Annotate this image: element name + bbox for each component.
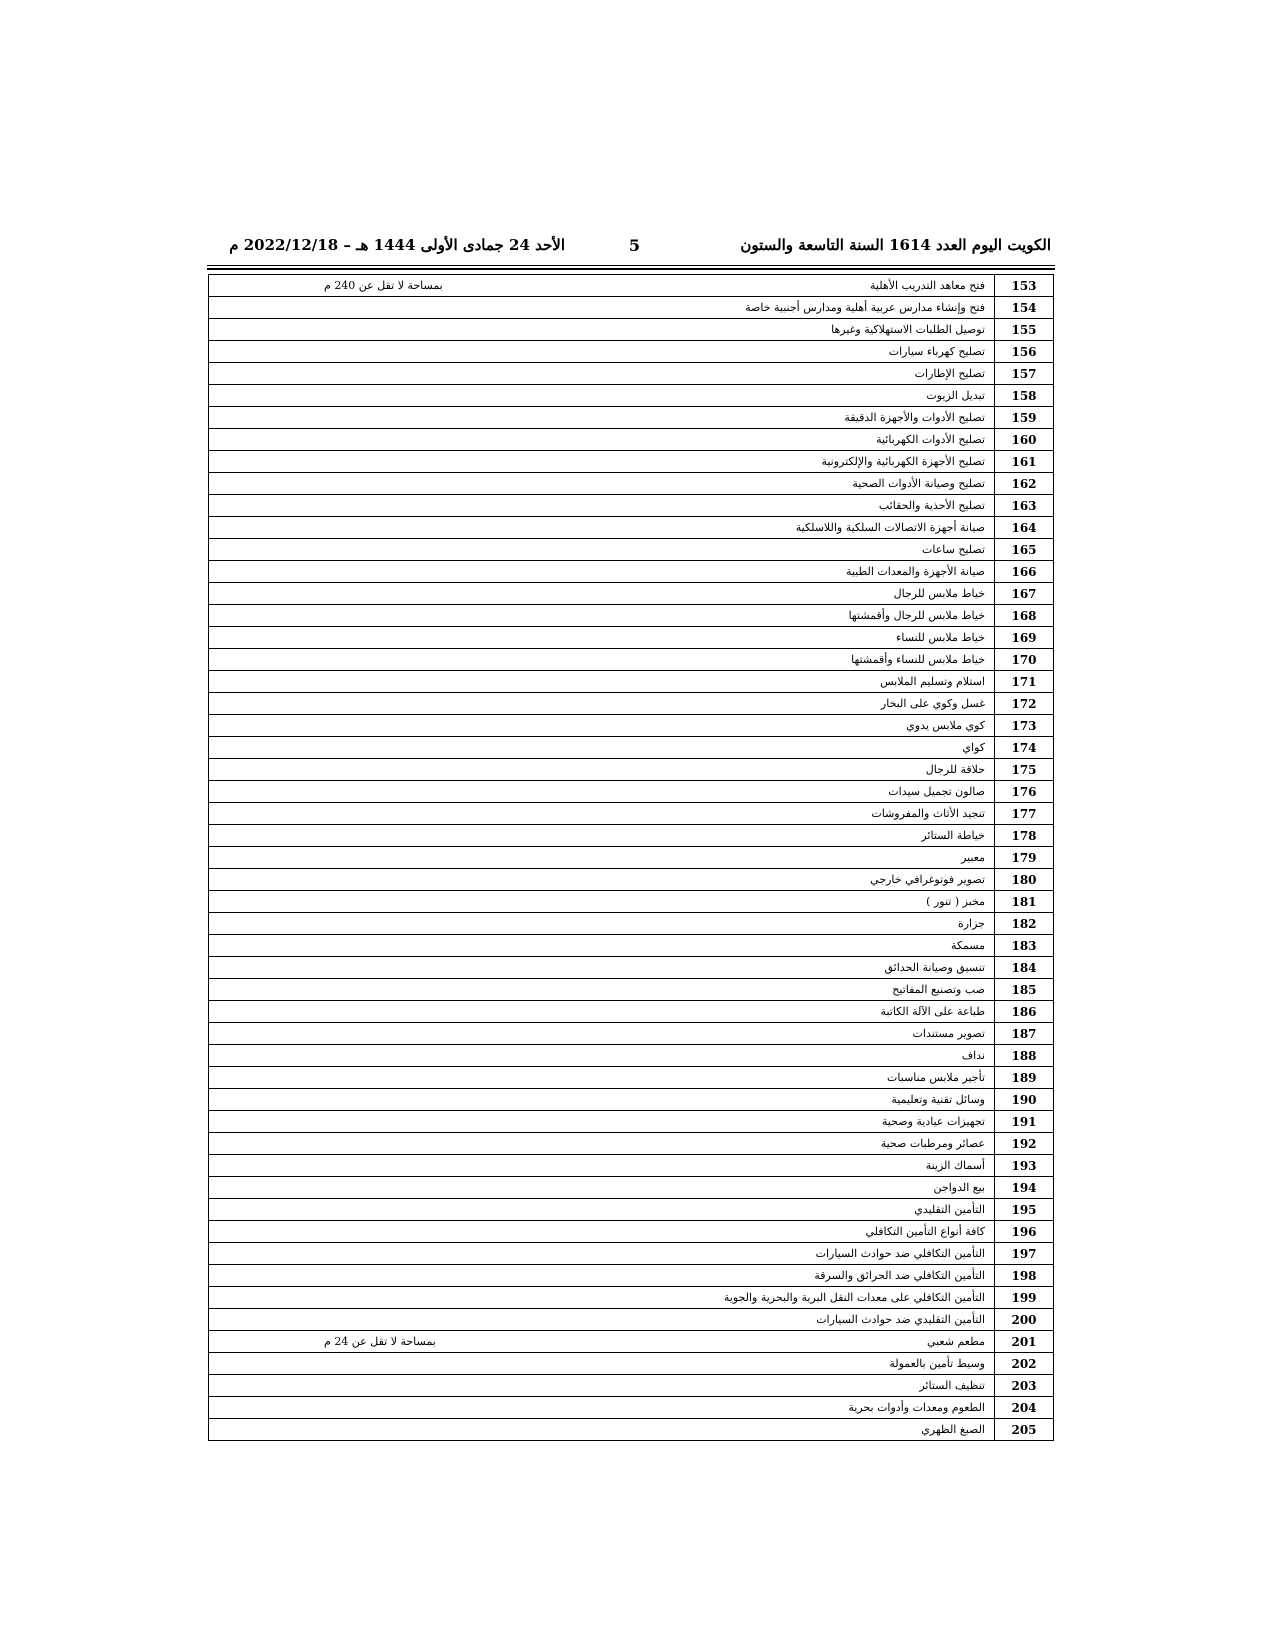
row-number: 176	[995, 781, 1054, 803]
table-row	[209, 1133, 1054, 1155]
table-row	[209, 429, 1054, 451]
table-row	[209, 1199, 1054, 1221]
activity-cell	[209, 605, 995, 627]
activity-cell	[209, 869, 995, 891]
activity-name: غسل وكوي على البخار	[880, 697, 985, 710]
activity-name: كواي	[962, 741, 985, 754]
activity-name: تنجيد الأثاث والمفروشات	[871, 807, 985, 820]
activity-cell	[209, 1221, 995, 1243]
activity-name: خياط ملابس للنساء وأقمشتها	[851, 653, 985, 666]
page-header	[207, 236, 1055, 262]
row-number: 159	[995, 407, 1054, 429]
table-row	[209, 1419, 1054, 1441]
header-rule-thick	[207, 268, 1055, 270]
activity-cell	[209, 693, 995, 715]
row-number: 187	[995, 1023, 1054, 1045]
activity-name: تبديل الزيوت	[926, 389, 985, 402]
table-row	[209, 649, 1054, 671]
activity-cell	[209, 737, 995, 759]
activity-name: عصائر ومرطبات صحية	[880, 1137, 985, 1150]
activity-name: أسماك الزينة	[925, 1159, 985, 1172]
row-number: 175	[995, 759, 1054, 781]
row-number: 170	[995, 649, 1054, 671]
row-number: 179	[995, 847, 1054, 869]
activity-cell	[209, 1067, 995, 1089]
row-number: 177	[995, 803, 1054, 825]
activity-cell	[209, 803, 995, 825]
table-row	[209, 1265, 1054, 1287]
activity-cell	[209, 1111, 995, 1133]
table-row	[209, 1353, 1054, 1375]
activity-name: خياط ملابس للرجال	[893, 587, 985, 600]
table-row	[209, 979, 1054, 1001]
activity-cell	[209, 1331, 995, 1353]
row-number: 189	[995, 1067, 1054, 1089]
activity-name: التأمين التقليدي ضد حوادث السيارات	[816, 1313, 985, 1326]
table-row	[209, 1045, 1054, 1067]
activities-table-body	[209, 275, 1054, 1441]
row-number: 195	[995, 1199, 1054, 1221]
page-number: 5	[628, 236, 640, 255]
table-row	[209, 385, 1054, 407]
row-number: 190	[995, 1089, 1054, 1111]
row-number: 173	[995, 715, 1054, 737]
activity-name: التأمين التكافلي ضد الحرائق والسرقة	[814, 1269, 985, 1282]
table-row	[209, 1331, 1054, 1353]
activity-cell	[209, 627, 995, 649]
activity-cell	[209, 473, 995, 495]
activity-cell	[209, 957, 995, 979]
table-row	[209, 605, 1054, 627]
table-row	[209, 1221, 1054, 1243]
issue-date: الأحد 24 جمادى الأولى 1444 هـ – 2022/12/18 م	[229, 236, 565, 254]
activity-cell	[209, 561, 995, 583]
activity-cell	[209, 1045, 995, 1067]
activity-name: الصبغ الظهري	[921, 1423, 985, 1436]
activity-name: استلام وتسليم الملابس	[880, 675, 985, 688]
activity-name: وسائل تقنية وتعليمية	[891, 1093, 985, 1106]
activity-name: نداف	[961, 1049, 985, 1062]
activity-cell	[209, 781, 995, 803]
row-number: 203	[995, 1375, 1054, 1397]
row-number: 169	[995, 627, 1054, 649]
row-number: 194	[995, 1177, 1054, 1199]
activity-cell	[209, 1199, 995, 1221]
activity-name: مخبز ( تنور )	[926, 895, 985, 908]
row-number: 196	[995, 1221, 1054, 1243]
row-number: 164	[995, 517, 1054, 539]
table-row	[209, 451, 1054, 473]
row-number: 157	[995, 363, 1054, 385]
activity-cell	[209, 715, 995, 737]
activity-name: تصليح الأدوات الكهربائية	[876, 433, 985, 446]
activity-cell	[209, 363, 995, 385]
row-number: 174	[995, 737, 1054, 759]
activity-cell	[209, 1177, 995, 1199]
activity-name: تصليح الأحذية والحقائب	[878, 499, 985, 512]
row-number: 182	[995, 913, 1054, 935]
activity-name: خياطة الستائر	[921, 829, 985, 842]
activities-table	[208, 274, 1054, 1441]
table-row	[209, 517, 1054, 539]
activity-name: حلاقة للرجال	[925, 763, 985, 776]
table-row	[209, 319, 1054, 341]
row-number: 193	[995, 1155, 1054, 1177]
row-number: 202	[995, 1353, 1054, 1375]
gazette-title: الكويت اليوم العدد 1614 السنة التاسعة والستون	[740, 236, 1051, 254]
activity-cell	[209, 891, 995, 913]
activity-name: صالون تجميل سيدات	[888, 785, 985, 798]
activity-cell	[209, 1001, 995, 1023]
table-row	[209, 913, 1054, 935]
table-row	[209, 297, 1054, 319]
activity-name: جزارة	[957, 917, 985, 930]
area-note: بمساحة لا تقل عن 240 م	[324, 279, 443, 292]
table-row	[209, 869, 1054, 891]
table-row	[209, 363, 1054, 385]
table-row	[209, 539, 1054, 561]
row-number: 165	[995, 539, 1054, 561]
activity-cell	[209, 671, 995, 693]
activity-cell	[209, 341, 995, 363]
activity-name: طباعة على الآلة الكاتبة	[880, 1005, 985, 1018]
row-number: 168	[995, 605, 1054, 627]
activity-name: تصليح الأدوات والأجهزة الدقيقة	[844, 411, 985, 424]
table-row	[209, 847, 1054, 869]
activity-cell	[209, 1353, 995, 1375]
activity-name: تصليح كهرباء سيارات	[888, 345, 985, 358]
table-row	[209, 1067, 1054, 1089]
activity-cell	[209, 407, 995, 429]
table-row	[209, 737, 1054, 759]
activity-name: معبير	[961, 851, 985, 864]
activity-cell	[209, 649, 995, 671]
activity-name: صب وتصنيع المفاتيح	[892, 983, 985, 996]
header-rule	[207, 265, 1055, 266]
row-number: 186	[995, 1001, 1054, 1023]
activity-name: الطعوم ومعدات وأدوات بحرية	[848, 1401, 985, 1414]
table-row	[209, 759, 1054, 781]
table-row	[209, 1001, 1054, 1023]
activity-cell	[209, 1309, 995, 1331]
table-row	[209, 781, 1054, 803]
activity-cell	[209, 935, 995, 957]
activity-cell	[209, 1397, 995, 1419]
activity-name: كافة أنواع التأمين التكافلي	[865, 1225, 985, 1238]
activity-name: كوي ملابس يدوي	[906, 719, 985, 732]
row-number: 191	[995, 1111, 1054, 1133]
activity-name: فتح وإنشاء مدارس عربية أهلية ومدارس أجنبية خاصة	[745, 301, 985, 314]
activity-cell	[209, 495, 995, 517]
activity-cell	[209, 583, 995, 605]
activity-cell	[209, 1287, 995, 1309]
activity-cell	[209, 979, 995, 1001]
row-number: 198	[995, 1265, 1054, 1287]
row-number: 205	[995, 1419, 1054, 1441]
row-number: 161	[995, 451, 1054, 473]
activity-name: خياط ملابس للنساء	[896, 631, 985, 644]
row-number: 180	[995, 869, 1054, 891]
table-row	[209, 341, 1054, 363]
activity-cell	[209, 1243, 995, 1265]
area-note: بمساحة لا تقل عن 24 م	[324, 1335, 436, 1348]
activity-name: توصيل الطلبات الاستهلاكية وغيرها	[831, 323, 985, 336]
activity-name: تصوير فوتوغرافي خارجي	[870, 873, 985, 886]
table-row	[209, 583, 1054, 605]
activity-cell	[209, 319, 995, 341]
table-row	[209, 935, 1054, 957]
activity-name: التأمين التكافلي على معدات النقل البرية والبحرية والجوية	[723, 1291, 985, 1304]
table-row	[209, 1155, 1054, 1177]
table-row	[209, 1089, 1054, 1111]
activity-name: تنسيق وصيانة الحدائق	[884, 961, 985, 974]
activity-name: بيع الدواجن	[933, 1181, 985, 1194]
row-number: 201	[995, 1331, 1054, 1353]
row-number: 153	[995, 275, 1054, 297]
row-number: 204	[995, 1397, 1054, 1419]
row-number: 199	[995, 1287, 1054, 1309]
row-number: 163	[995, 495, 1054, 517]
activity-cell	[209, 297, 995, 319]
row-number: 181	[995, 891, 1054, 913]
activity-name: صيانة أجهزة الاتصالات السلكية واللاسلكية	[795, 521, 985, 534]
table-row	[209, 407, 1054, 429]
activity-name: مطعم شعبي	[926, 1335, 985, 1348]
table-row	[209, 473, 1054, 495]
table-row	[209, 1375, 1054, 1397]
table-row	[209, 1177, 1054, 1199]
activity-cell	[209, 451, 995, 473]
row-number: 158	[995, 385, 1054, 407]
table-row	[209, 275, 1054, 297]
table-row	[209, 1243, 1054, 1265]
row-number: 156	[995, 341, 1054, 363]
row-number: 184	[995, 957, 1054, 979]
row-number: 188	[995, 1045, 1054, 1067]
activity-cell	[209, 847, 995, 869]
activity-name: تصليح الإطارات	[914, 367, 985, 380]
activity-name: تصوير مستندات	[912, 1027, 985, 1040]
row-number: 197	[995, 1243, 1054, 1265]
table-row	[209, 1111, 1054, 1133]
table-row	[209, 803, 1054, 825]
activity-cell	[209, 275, 995, 297]
activity-name: تصليح الأجهزة الكهربائية والإلكترونية	[821, 455, 985, 468]
row-number: 192	[995, 1133, 1054, 1155]
activity-name: تأجير ملابس مناسبات	[887, 1071, 985, 1084]
table-row	[209, 825, 1054, 847]
row-number: 172	[995, 693, 1054, 715]
activity-name: التأمين التقليدي	[914, 1203, 985, 1216]
table-row	[209, 1287, 1054, 1309]
activity-cell	[209, 1265, 995, 1287]
activity-cell	[209, 1133, 995, 1155]
table-row	[209, 495, 1054, 517]
row-number: 171	[995, 671, 1054, 693]
table-row	[209, 1023, 1054, 1045]
row-number: 166	[995, 561, 1054, 583]
activity-cell	[209, 825, 995, 847]
activity-cell	[209, 429, 995, 451]
activity-name: تنظيف الستائر	[919, 1379, 985, 1392]
table-row	[209, 561, 1054, 583]
row-number: 200	[995, 1309, 1054, 1331]
row-number: 185	[995, 979, 1054, 1001]
activity-name: تجهيزات عيادية وصحية	[881, 1115, 985, 1128]
table-row	[209, 671, 1054, 693]
row-number: 178	[995, 825, 1054, 847]
activity-cell	[209, 517, 995, 539]
activity-name: وسيط تأمين بالعمولة	[889, 1357, 985, 1370]
activity-name: تصليح ساعات	[922, 543, 985, 556]
activity-cell	[209, 539, 995, 561]
activity-cell	[209, 1155, 995, 1177]
row-number: 162	[995, 473, 1054, 495]
activity-name: صيانة الأجهزة والمعدات الطبية	[845, 565, 985, 578]
table-row	[209, 693, 1054, 715]
table-row	[209, 627, 1054, 649]
activity-cell	[209, 1023, 995, 1045]
row-number: 183	[995, 935, 1054, 957]
activity-name: تصليح وصيانة الأدوات الصحية	[852, 477, 985, 490]
table-row	[209, 891, 1054, 913]
row-number: 167	[995, 583, 1054, 605]
row-number: 160	[995, 429, 1054, 451]
table-row	[209, 715, 1054, 737]
table-row	[209, 957, 1054, 979]
row-number: 154	[995, 297, 1054, 319]
activity-name: التأمين التكافلي ضد حوادث السيارات	[815, 1247, 985, 1260]
activity-cell	[209, 759, 995, 781]
activity-cell	[209, 1375, 995, 1397]
activity-name: فتح معاهد التدريب الأهلية	[870, 279, 985, 292]
activity-name: مسمكة	[950, 939, 985, 952]
activity-cell	[209, 913, 995, 935]
activity-cell	[209, 385, 995, 407]
row-number: 155	[995, 319, 1054, 341]
table-row	[209, 1309, 1054, 1331]
activity-name: خياط ملابس للرجال وأقمشتها	[848, 609, 985, 622]
activity-cell	[209, 1419, 995, 1441]
activity-cell	[209, 1089, 995, 1111]
table-row	[209, 1397, 1054, 1419]
